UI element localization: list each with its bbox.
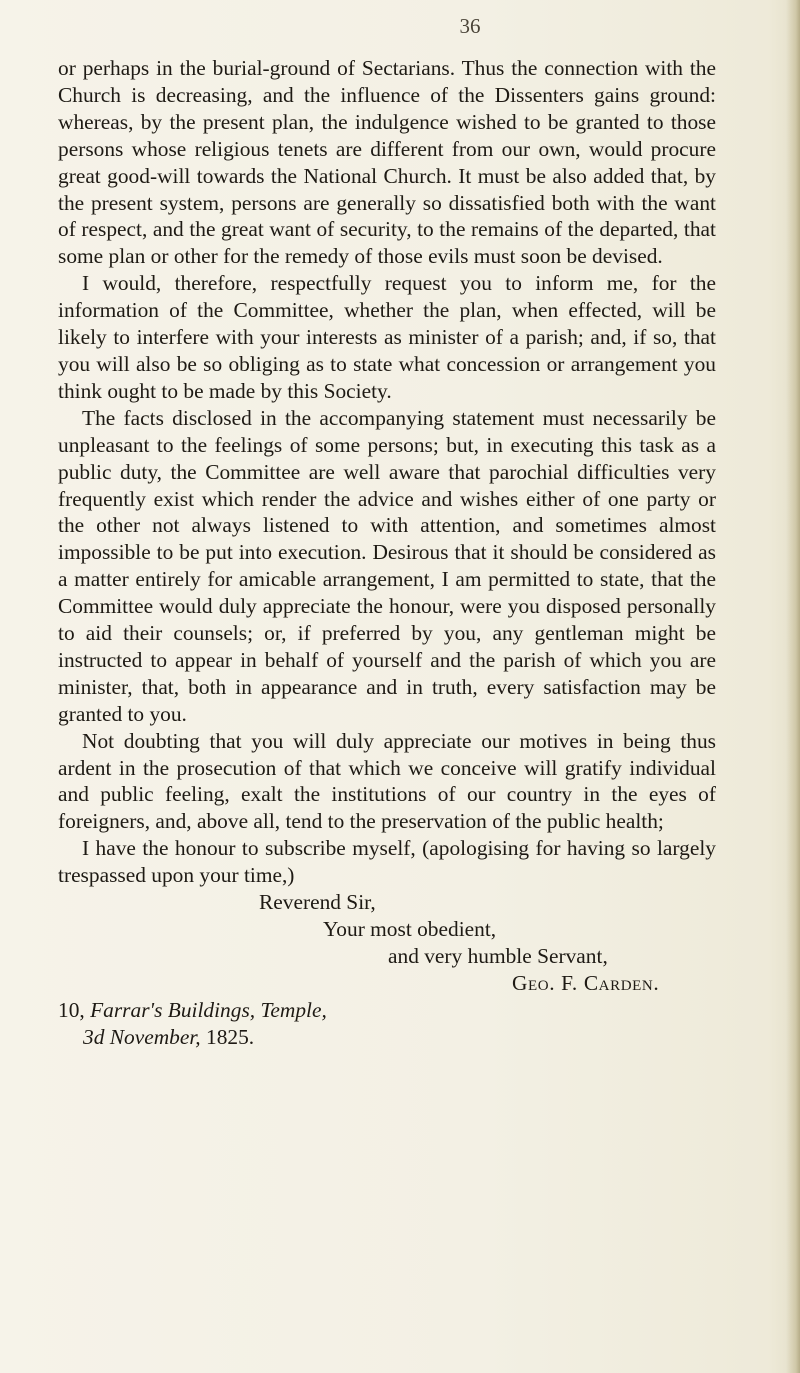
salutation: Reverend Sir, <box>259 890 376 915</box>
paragraph-5: I have the honour to subscribe myself, (apologising for having so largely trespassed upon your time,) <box>58 836 716 888</box>
paragraph-2: I would, therefore, respectfully request you to inform me, for the information of the Committee, whether the plan, when effected, will be likely to interfere with your interests as minister of a parish; and, if so, that you will also be so obliging as to state what concession or arrangement you think ought to be made by this Society. <box>58 271 716 403</box>
address-line <box>58 997 716 1024</box>
paragraph-4: Not doubting that you will duly appreciate our motives in being thus ardent in the prosecution of that which we conceive will gratify individual and public feeling, exalt the institutions of our country in the eyes of foreigners, and, above all, tend to the preservation of the public health; <box>58 728 716 834</box>
closing-line-1: Your most obedient, <box>323 917 497 941</box>
address-number: 10, <box>58 997 91 1022</box>
date-day: 3d <box>83 1024 110 1049</box>
date-line <box>58 1024 716 1051</box>
date-year: 1825. <box>206 1024 255 1049</box>
date-month: November, <box>109 1024 206 1049</box>
address-street: Farrar's Buildings, Temple, <box>90 997 327 1022</box>
letter-text <box>58 55 716 1051</box>
page-number: 36 <box>459 14 481 38</box>
paragraph-3: The facts disclosed in the accompanying statement must necessarily be unpleasant to the feelings of some persons; but, in executing this task as a public duty, the Committee are well aware that parochial difficulties very frequently exist which render the advice and wishes either of one party or the other not always listened to with attention, and sometimes almost impossible to be put into execution. Desirous that it should be considered as a matter entirely for amicable arrangement, I am permitted to state, that the Committee would duly appreciate the honour, were you disposed personally to aid their counsels; or, if preferred by you, any gentleman might be instructed to appear in behalf of yourself and the parish of which you are minister, that, both in appearance and in truth, every satisfaction may be granted to you. <box>58 405 716 726</box>
signature: Geo. F. Carden. <box>512 970 660 995</box>
page-edge-shadow <box>786 0 800 1373</box>
closing-line-2: and very humble Servant, <box>388 943 608 968</box>
paragraph-1: or perhaps in the burial-ground of Sectarians. Thus the connection with the Church is decreasing, and the influence of the Dissenters gains ground: whereas, by the present plan, the indulgence wished to be granted to those persons whose religious tenets are different from our own, would procure great good-will towards the National Church. It must be also added that, by the present system, persons are generally so dissatisfied both with the want of respect, and the great want of security, to the remains of the departed, that some plan or other for the remedy of those evils must soon be devised. <box>58 56 716 269</box>
